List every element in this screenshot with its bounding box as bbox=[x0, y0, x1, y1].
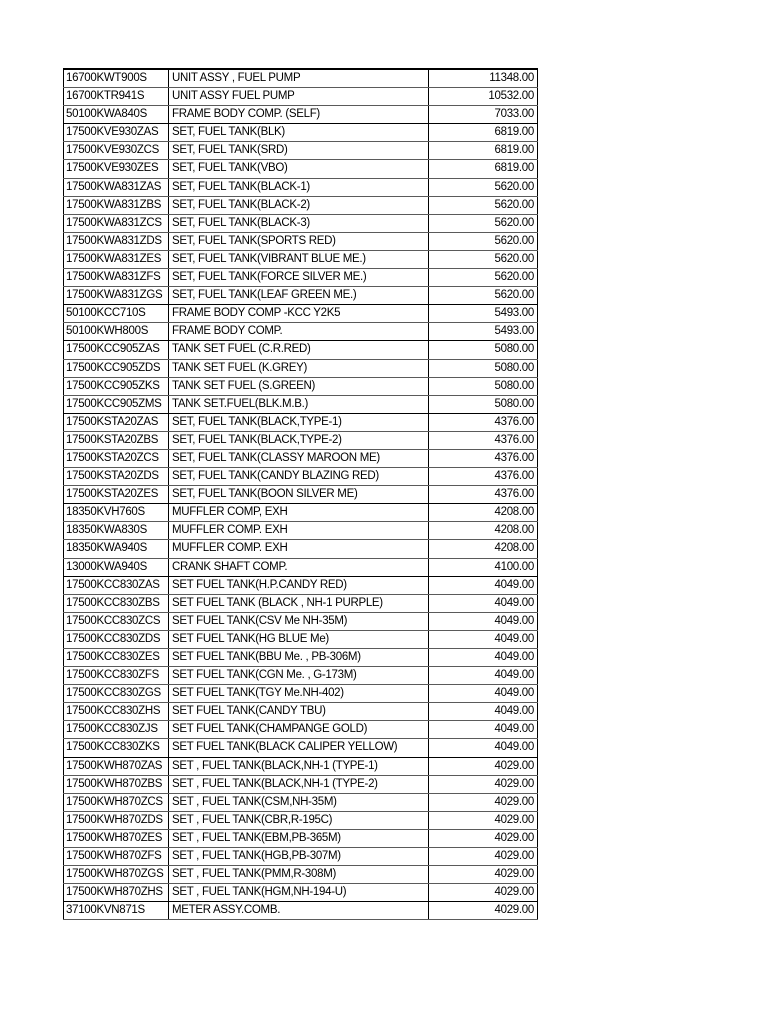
description-cell: TANK SET FUEL (K.GREY) bbox=[169, 359, 429, 377]
table-row bbox=[64, 884, 538, 902]
price-cell: 4049.00 bbox=[429, 667, 538, 685]
description-cell: UNIT ASSY FUEL PUMP bbox=[169, 88, 429, 106]
table-row bbox=[64, 269, 538, 287]
price-cell: 5620.00 bbox=[429, 214, 538, 232]
table-row bbox=[64, 287, 538, 305]
part-number-cell: 17500KWA831ZDS bbox=[64, 232, 169, 250]
description-cell: SET, FUEL TANK(SRD) bbox=[169, 142, 429, 160]
part-number-cell: 17500KWH870ZFS bbox=[64, 848, 169, 866]
price-cell: 4376.00 bbox=[429, 431, 538, 449]
price-cell: 5080.00 bbox=[429, 359, 538, 377]
part-number-cell: 17500KCC830ZDS bbox=[64, 630, 169, 648]
description-cell: SET FUEL TANK(H.P.CANDY RED) bbox=[169, 576, 429, 594]
part-number-cell: 17500KWH870ZGS bbox=[64, 866, 169, 884]
table-row bbox=[64, 449, 538, 467]
part-number-cell: 17500KCC830ZJS bbox=[64, 721, 169, 739]
price-cell: 4376.00 bbox=[429, 486, 538, 504]
table-row bbox=[64, 811, 538, 829]
price-cell: 4049.00 bbox=[429, 612, 538, 630]
price-cell: 4208.00 bbox=[429, 540, 538, 558]
table-row bbox=[64, 359, 538, 377]
price-cell: 5080.00 bbox=[429, 395, 538, 413]
description-cell: SET, FUEL TANK(CLASSY MAROON ME) bbox=[169, 449, 429, 467]
description-cell: SET FUEL TANK(CGN Me. , G-173M) bbox=[169, 667, 429, 685]
table-row bbox=[64, 196, 538, 214]
description-cell: SET, FUEL TANK(BLACK-1) bbox=[169, 178, 429, 196]
part-number-cell: 17500KWA831ZCS bbox=[64, 214, 169, 232]
part-number-cell: 17500KCC830ZCS bbox=[64, 612, 169, 630]
part-number-cell: 17500KCC830ZBS bbox=[64, 594, 169, 612]
price-cell: 4029.00 bbox=[429, 829, 538, 847]
price-cell: 4100.00 bbox=[429, 558, 538, 576]
part-number-cell: 17500KWH870ZDS bbox=[64, 811, 169, 829]
table-row bbox=[64, 775, 538, 793]
part-number-cell: 17500KVE930ZAS bbox=[64, 124, 169, 142]
price-cell: 4376.00 bbox=[429, 468, 538, 486]
table-row bbox=[64, 757, 538, 775]
table-row bbox=[64, 829, 538, 847]
price-cell: 4208.00 bbox=[429, 504, 538, 522]
table-row bbox=[64, 106, 538, 124]
description-cell: SET, FUEL TANK(VIBRANT BLUE ME.) bbox=[169, 250, 429, 268]
price-cell: 5620.00 bbox=[429, 269, 538, 287]
table-row bbox=[64, 232, 538, 250]
table-row bbox=[64, 504, 538, 522]
part-number-cell: 17500KCC905ZDS bbox=[64, 359, 169, 377]
price-cell: 4029.00 bbox=[429, 884, 538, 902]
price-cell: 4049.00 bbox=[429, 739, 538, 757]
description-cell: MUFFLER COMP. EXH bbox=[169, 540, 429, 558]
table-row bbox=[64, 685, 538, 703]
price-cell: 5493.00 bbox=[429, 323, 538, 341]
description-cell: SET FUEL TANK(BBU Me. , PB-306M) bbox=[169, 649, 429, 667]
table-row bbox=[64, 576, 538, 594]
description-cell: SET FUEL TANK(CSV Me NH-35M) bbox=[169, 612, 429, 630]
description-cell: SET , FUEL TANK(BLACK,NH-1 (TYPE-2) bbox=[169, 775, 429, 793]
price-cell: 4049.00 bbox=[429, 649, 538, 667]
table-row bbox=[64, 305, 538, 323]
description-cell: UNIT ASSY , FUEL PUMP bbox=[169, 69, 429, 88]
part-number-cell: 17500KWH870ZCS bbox=[64, 793, 169, 811]
part-number-cell: 17500KWA831ZFS bbox=[64, 269, 169, 287]
table-row bbox=[64, 413, 538, 431]
part-number-cell: 17500KCC830ZFS bbox=[64, 667, 169, 685]
table-row bbox=[64, 739, 538, 757]
description-cell: SET, FUEL TANK(CANDY BLAZING RED) bbox=[169, 468, 429, 486]
description-cell: SET , FUEL TANK(EBM,PB-365M) bbox=[169, 829, 429, 847]
description-cell: MUFFLER COMP. EXH bbox=[169, 522, 429, 540]
table-row bbox=[64, 793, 538, 811]
table-row bbox=[64, 540, 538, 558]
part-number-cell: 17500KSTA20ZDS bbox=[64, 468, 169, 486]
description-cell: FRAME BODY COMP. (SELF) bbox=[169, 106, 429, 124]
description-cell: SET , FUEL TANK(HGB,PB-307M) bbox=[169, 848, 429, 866]
part-number-cell: 17500KWH870ZAS bbox=[64, 757, 169, 775]
part-number-cell: 17500KSTA20ZES bbox=[64, 486, 169, 504]
part-number-cell: 50100KWA840S bbox=[64, 106, 169, 124]
table-row bbox=[64, 558, 538, 576]
description-cell: SET, FUEL TANK(BLACK,TYPE-2) bbox=[169, 431, 429, 449]
table-row bbox=[64, 69, 538, 88]
description-cell: FRAME BODY COMP -KCC Y2K5 bbox=[169, 305, 429, 323]
table-row bbox=[64, 649, 538, 667]
price-cell: 4029.00 bbox=[429, 793, 538, 811]
description-cell: SET, FUEL TANK(BLACK-3) bbox=[169, 214, 429, 232]
table-row bbox=[64, 377, 538, 395]
price-cell: 4376.00 bbox=[429, 413, 538, 431]
price-cell: 5620.00 bbox=[429, 178, 538, 196]
description-cell: CRANK SHAFT COMP. bbox=[169, 558, 429, 576]
price-cell: 6819.00 bbox=[429, 142, 538, 160]
part-number-cell: 17500KCC830ZKS bbox=[64, 739, 169, 757]
parts-table-body bbox=[64, 69, 538, 920]
table-row bbox=[64, 341, 538, 359]
part-number-cell: 17500KWA831ZAS bbox=[64, 178, 169, 196]
price-cell: 5620.00 bbox=[429, 232, 538, 250]
table-row bbox=[64, 323, 538, 341]
description-cell: SET, FUEL TANK(BLACK,TYPE-1) bbox=[169, 413, 429, 431]
part-number-cell: 18350KWA940S bbox=[64, 540, 169, 558]
description-cell: METER ASSY.COMB. bbox=[169, 902, 429, 920]
price-cell: 5493.00 bbox=[429, 305, 538, 323]
table-row bbox=[64, 431, 538, 449]
price-cell: 4049.00 bbox=[429, 685, 538, 703]
table-row bbox=[64, 902, 538, 920]
part-number-cell: 17500KCC830ZHS bbox=[64, 703, 169, 721]
price-cell: 7033.00 bbox=[429, 106, 538, 124]
description-cell: SET, FUEL TANK(BOON SILVER ME) bbox=[169, 486, 429, 504]
price-cell: 6819.00 bbox=[429, 124, 538, 142]
part-number-cell: 17500KWH870ZBS bbox=[64, 775, 169, 793]
parts-price-table bbox=[63, 68, 538, 920]
part-number-cell: 17500KCC905ZMS bbox=[64, 395, 169, 413]
part-number-cell: 17500KCC830ZGS bbox=[64, 685, 169, 703]
description-cell: SET FUEL TANK(BLACK CALIPER YELLOW) bbox=[169, 739, 429, 757]
part-number-cell: 17500KWH870ZHS bbox=[64, 884, 169, 902]
description-cell: SET FUEL TANK (BLACK , NH-1 PURPLE) bbox=[169, 594, 429, 612]
part-number-cell: 17500KVE930ZES bbox=[64, 160, 169, 178]
price-cell: 4049.00 bbox=[429, 576, 538, 594]
table-row bbox=[64, 630, 538, 648]
part-number-cell: 17500KWA831ZGS bbox=[64, 287, 169, 305]
part-number-cell: 16700KTR941S bbox=[64, 88, 169, 106]
part-number-cell: 18350KVH760S bbox=[64, 504, 169, 522]
part-number-cell: 17500KSTA20ZBS bbox=[64, 431, 169, 449]
price-cell: 5080.00 bbox=[429, 377, 538, 395]
description-cell: SET FUEL TANK(CANDY TBU) bbox=[169, 703, 429, 721]
description-cell: SET, FUEL TANK(BLACK-2) bbox=[169, 196, 429, 214]
part-number-cell: 50100KCC710S bbox=[64, 305, 169, 323]
price-cell: 4208.00 bbox=[429, 522, 538, 540]
price-cell: 5620.00 bbox=[429, 250, 538, 268]
price-cell: 4049.00 bbox=[429, 721, 538, 739]
table-row bbox=[64, 395, 538, 413]
table-row bbox=[64, 703, 538, 721]
price-cell: 4029.00 bbox=[429, 811, 538, 829]
price-cell: 4049.00 bbox=[429, 703, 538, 721]
table-row bbox=[64, 142, 538, 160]
part-number-cell: 17500KWA831ZBS bbox=[64, 196, 169, 214]
part-number-cell: 17500KVE930ZCS bbox=[64, 142, 169, 160]
description-cell: FRAME BODY COMP. bbox=[169, 323, 429, 341]
table-row bbox=[64, 848, 538, 866]
table-row bbox=[64, 594, 538, 612]
table-row bbox=[64, 522, 538, 540]
part-number-cell: 17500KCC905ZKS bbox=[64, 377, 169, 395]
description-cell: SET , FUEL TANK(CSM,NH-35M) bbox=[169, 793, 429, 811]
description-cell: SET FUEL TANK(CHAMPANGE GOLD) bbox=[169, 721, 429, 739]
table-row bbox=[64, 178, 538, 196]
description-cell: TANK SET.FUEL(BLK.M.B.) bbox=[169, 395, 429, 413]
description-cell: SET FUEL TANK(HG BLUE Me) bbox=[169, 630, 429, 648]
price-cell: 4029.00 bbox=[429, 902, 538, 920]
part-number-cell: 16700KWT900S bbox=[64, 69, 169, 88]
description-cell: TANK SET FUEL (C.R.RED) bbox=[169, 341, 429, 359]
description-cell: SET , FUEL TANK(HGM,NH-194-U) bbox=[169, 884, 429, 902]
table-row bbox=[64, 721, 538, 739]
table-row bbox=[64, 468, 538, 486]
description-cell: SET , FUEL TANK(BLACK,NH-1 (TYPE-1) bbox=[169, 757, 429, 775]
price-cell: 4029.00 bbox=[429, 848, 538, 866]
part-number-cell: 18350KWA830S bbox=[64, 522, 169, 540]
part-number-cell: 17500KCC905ZAS bbox=[64, 341, 169, 359]
description-cell: SET, FUEL TANK(VBO) bbox=[169, 160, 429, 178]
table-row bbox=[64, 88, 538, 106]
price-cell: 4029.00 bbox=[429, 866, 538, 884]
description-cell: SET, FUEL TANK(SPORTS RED) bbox=[169, 232, 429, 250]
description-cell: TANK SET FUEL (S.GREEN) bbox=[169, 377, 429, 395]
price-cell: 4376.00 bbox=[429, 449, 538, 467]
price-cell: 5620.00 bbox=[429, 287, 538, 305]
description-cell: SET , FUEL TANK(CBR,R-195C) bbox=[169, 811, 429, 829]
price-cell: 10532.00 bbox=[429, 88, 538, 106]
price-cell: 5080.00 bbox=[429, 341, 538, 359]
description-cell: SET, FUEL TANK(BLK) bbox=[169, 124, 429, 142]
table-row bbox=[64, 866, 538, 884]
description-cell: SET, FUEL TANK(LEAF GREEN ME.) bbox=[169, 287, 429, 305]
part-number-cell: 17500KCC830ZES bbox=[64, 649, 169, 667]
part-number-cell: 50100KWH800S bbox=[64, 323, 169, 341]
price-cell: 6819.00 bbox=[429, 160, 538, 178]
table-row bbox=[64, 486, 538, 504]
description-cell: MUFFLER COMP, EXH bbox=[169, 504, 429, 522]
description-cell: SET , FUEL TANK(PMM,R-308M) bbox=[169, 866, 429, 884]
part-number-cell: 37100KVN871S bbox=[64, 902, 169, 920]
description-cell: SET FUEL TANK(TGY Me.NH-402) bbox=[169, 685, 429, 703]
price-cell: 5620.00 bbox=[429, 196, 538, 214]
description-cell: SET, FUEL TANK(FORCE SILVER ME.) bbox=[169, 269, 429, 287]
part-number-cell: 13000KWA940S bbox=[64, 558, 169, 576]
part-number-cell: 17500KWH870ZES bbox=[64, 829, 169, 847]
table-row bbox=[64, 667, 538, 685]
part-number-cell: 17500KWA831ZES bbox=[64, 250, 169, 268]
price-cell: 4049.00 bbox=[429, 630, 538, 648]
table-row bbox=[64, 124, 538, 142]
price-cell: 4029.00 bbox=[429, 757, 538, 775]
table-row bbox=[64, 250, 538, 268]
part-number-cell: 17500KSTA20ZCS bbox=[64, 449, 169, 467]
price-cell: 4049.00 bbox=[429, 594, 538, 612]
part-number-cell: 17500KCC830ZAS bbox=[64, 576, 169, 594]
table-row bbox=[64, 612, 538, 630]
table-row bbox=[64, 214, 538, 232]
part-number-cell: 17500KSTA20ZAS bbox=[64, 413, 169, 431]
table-row bbox=[64, 160, 538, 178]
price-cell: 11348.00 bbox=[429, 69, 538, 88]
price-cell: 4029.00 bbox=[429, 775, 538, 793]
